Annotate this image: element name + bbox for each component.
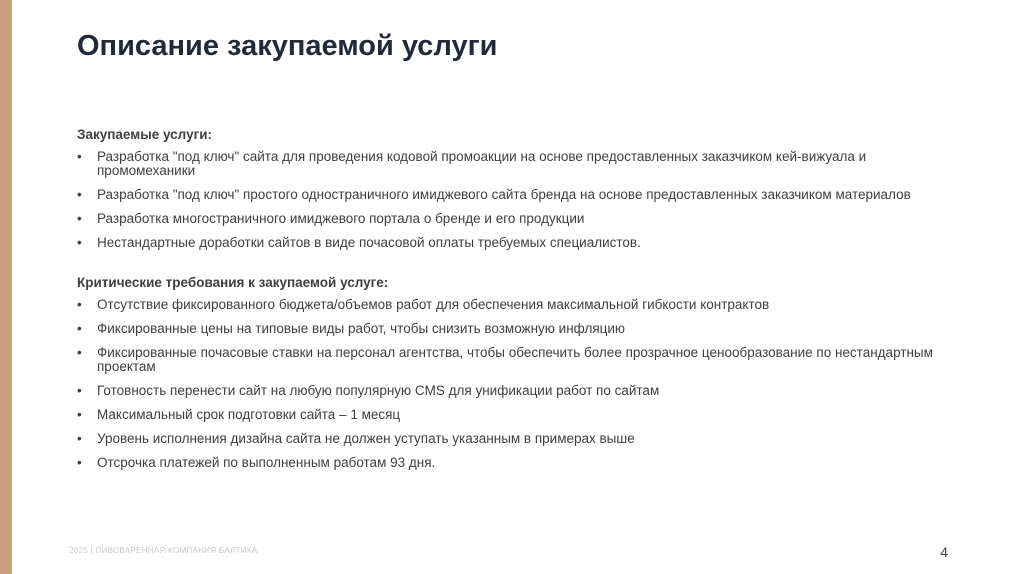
list-item: • Разработка "под ключ" сайта для проведения кодовой промоакции на основе предоставленных заказчиком кей-вижуала и промомеханики	[77, 150, 957, 178]
list-item: • Максимальный срок подготовки сайта – 1 месяц	[77, 408, 957, 422]
services-list	[77, 150, 957, 250]
list-item: • Отсрочка платежей по выполненным работам 93 дня.	[77, 456, 957, 470]
list-item: • Нестандартные доработки сайтов в виде почасовой оплаты требуемых специалистов.	[77, 236, 957, 250]
page-number: 4	[940, 544, 948, 560]
footer-text: 2025 | ПИВОВАРЕННАЯ КОМПАНИЯ БАЛТИКА	[69, 546, 258, 555]
list-item: • Фиксированные почасовые ставки на персонал агентства, чтобы обеспечить более прозрачное ценообразование по нестандартным проектам	[77, 346, 957, 374]
requirements-list	[77, 298, 957, 470]
page-title: Описание закупаемой услуги	[77, 30, 498, 62]
list-item: • Готовность перенести сайт на любую популярную CMS для унификации работ по сайтам	[77, 384, 957, 398]
list-item: • Уровень исполнения дизайна сайта не должен уступать указанным в примерах выше	[77, 432, 957, 446]
services-heading: Закупаемые услуги:	[77, 127, 212, 142]
requirements-heading: Критические требования к закупаемой услуге:	[77, 275, 389, 290]
list-item: • Фиксированные цены на типовые виды работ, чтобы снизить возможную инфляцию	[77, 322, 957, 336]
list-item: • Разработка многостраничного имиджевого портала о бренде и его продукции	[77, 212, 957, 226]
accent-bar	[0, 0, 12, 574]
list-item: • Разработка "под ключ" простого одностраничного имиджевого сайта бренда на основе предоставленных заказчиком материалов	[77, 188, 957, 202]
slide-content	[77, 128, 957, 480]
list-item: • Отсутствие фиксированного бюджета/объемов работ для обеспечения максимальной гибкости контрактов	[77, 298, 957, 312]
